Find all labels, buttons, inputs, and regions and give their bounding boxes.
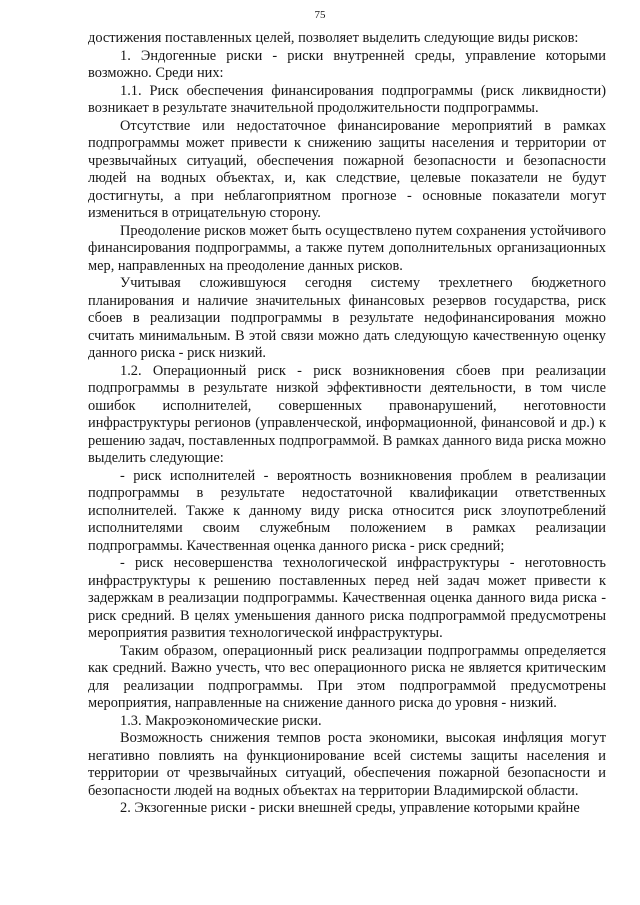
paragraph-endogenous-risks: 1. Эндогенные риски - риски внутренней среды, управление которыми возможно. Среди них: <box>88 47 606 81</box>
paragraph-risk-mitigation: Преодоление рисков может быть осуществлено путем сохранения устойчивого финансирования подпрограммы, а также путем дополнительных организационных мер, направленных на преодоление данных рисков. <box>88 222 606 274</box>
paragraph-underfunding: Отсутствие или недостаточное финансирование мероприятий в рамках подпрограммы может привести к снижению защиты населения и территории от чрезвычайных ситуаций, обеспечения пожарной безопасности и безопасности людей на водных объектах, и, как следствие, целевые показатели не будут достигнуты, а при неблагоприятном прогнозе - основные показатели могут измениться в отрицательную сторону. <box>88 117 606 221</box>
paragraph-infrastructure-risk: - риск несовершенства технологической инфраструктуры - неготовность инфраструктуры к решению поставленных перед ней задач может привести к задержкам в реализации подпрограммы. Качественная оценка данного вида риска - риск средний. В целях уменьшения данного риска подпрограммой предусмотрены мероприятия развития технологической инфраструктуры. <box>88 555 606 641</box>
paragraph-continuation: достижения поставленных целей, позволяет выделить следующие виды рисков: <box>88 30 579 46</box>
paragraph-liquidity-risk: 1.1. Риск обеспечения финансирования подпрограммы (риск ликвидности) возникает в результате значительной продолжительности подпрограммы. <box>88 82 606 116</box>
paragraph-macroeconomic-heading: 1.3. Макроэкономические риски. <box>120 712 322 729</box>
paragraph-macroeconomic-risks: Возможность снижения темпов роста экономики, высокая инфляция могут негативно повлиять на функционирование всей системы защиты населения и территории от чрезвычайных ситуаций, обеспечения пожарной безопасности и безопасности людей на водных объектах на территории Владимирской области. <box>88 730 606 799</box>
paragraph-operational-risk: 1.2. Операционный риск - риск возникновения сбоев при реализации подпрограммы в результате низкой эффективности деятельности, в том числе ошибок исполнителей, совершенных правонарушений, неготовности инфраструктуры регионов (управленческой, информационной, финансовой и др.) к решению задач, поставленных подпрограммой. В рамках данного вида риска можно выделить следующие: <box>88 362 606 466</box>
paragraph-operational-summary: Таким образом, операционный риск реализации подпрограммы определяется как средний. Важно учесть, что вес операционного риска не является критическим для реализации подпрограммы. При этом подпрограммой предусмотрены мероприятия, направленные на снижение данного риска до уровня - низкий. <box>88 642 606 711</box>
document-body <box>88 30 606 818</box>
paragraph-executor-risk: - риск исполнителей - вероятность возникновения проблем в реализации подпрограммы в результате недостаточной квалификации ответственных исполнителей. Также к данному виду риска относится риск злоупотреблений исполнителями своим служебным положением в рамках реализации подпрограммы. Качественная оценка данного риска - риск средний; <box>88 467 606 554</box>
page-number: 75 <box>314 9 326 21</box>
paragraph-budget-planning: Учитывая сложившуюся сегодня систему трехлетнего бюджетного планирования и наличие значительных финансовых резервов государства, риск сбоев в реализации подпрограммы в результате недофинансирования можно считать минимальным. В этой связи можно дать следующую качественную оценку данного риска - риск низкий. <box>88 275 606 361</box>
paragraph-exogenous-risks: 2. Экзогенные риски - риски внешней среды, управление которыми крайне <box>120 800 580 816</box>
